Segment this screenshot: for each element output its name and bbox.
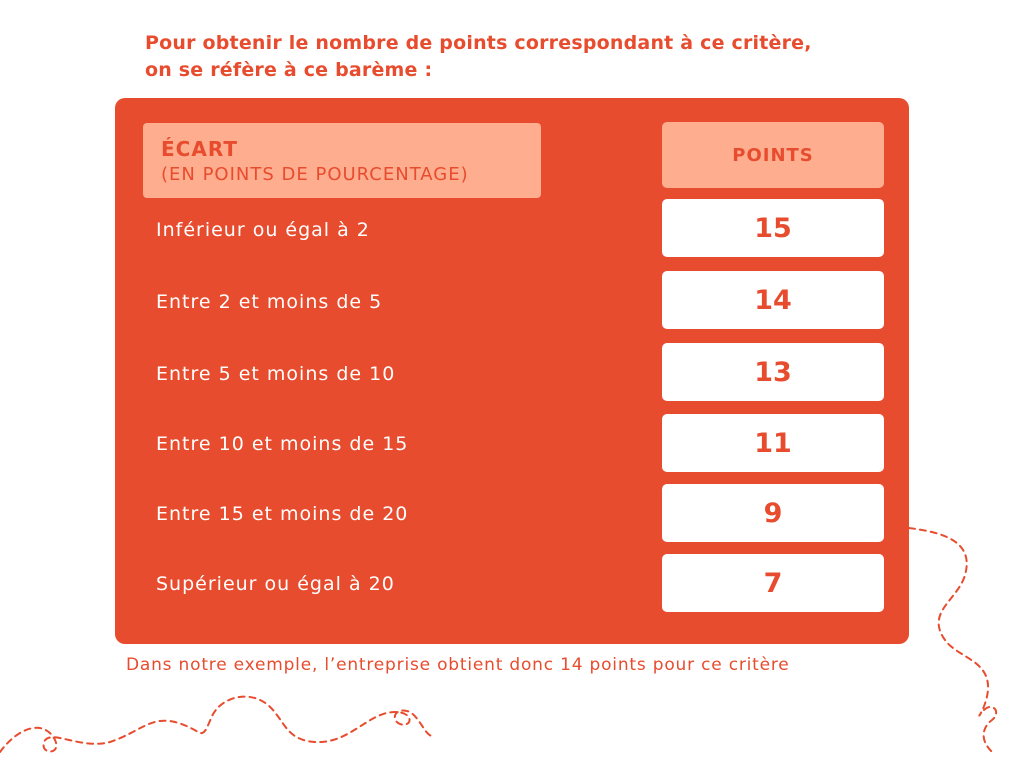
row-points: 7 [662,554,884,612]
row-label: Entre 2 et moins de 5 [156,291,383,313]
row-points: 13 [662,343,884,401]
row-label: Entre 10 et moins de 15 [156,433,409,455]
row-points: 9 [662,484,884,542]
intro-text [145,30,945,84]
row-label: Entre 15 et moins de 20 [156,503,409,525]
ecart-header-title: ÉCART [161,137,238,161]
intro-line-2: on se réfère à ce barème : [145,59,433,81]
points-header: POINTS [662,122,884,188]
row-points: 15 [662,199,884,257]
scoring-table [115,98,909,644]
row-points: 14 [662,271,884,329]
row-label: Inférieur ou égal à 2 [156,219,370,241]
row-points: 11 [662,414,884,472]
ecart-header-subtitle: (EN POINTS DE POURCENTAGE) [161,164,469,185]
footer-note: Dans notre exemple, l’entreprise obtient donc 14 points pour ce critère [126,655,790,675]
row-label: Supérieur ou égal à 20 [156,573,395,595]
row-label: Entre 5 et moins de 10 [156,363,396,385]
intro-line-1: Pour obtenir le nombre de points correspondant à ce critère, [145,32,812,54]
ecart-header [143,123,541,198]
